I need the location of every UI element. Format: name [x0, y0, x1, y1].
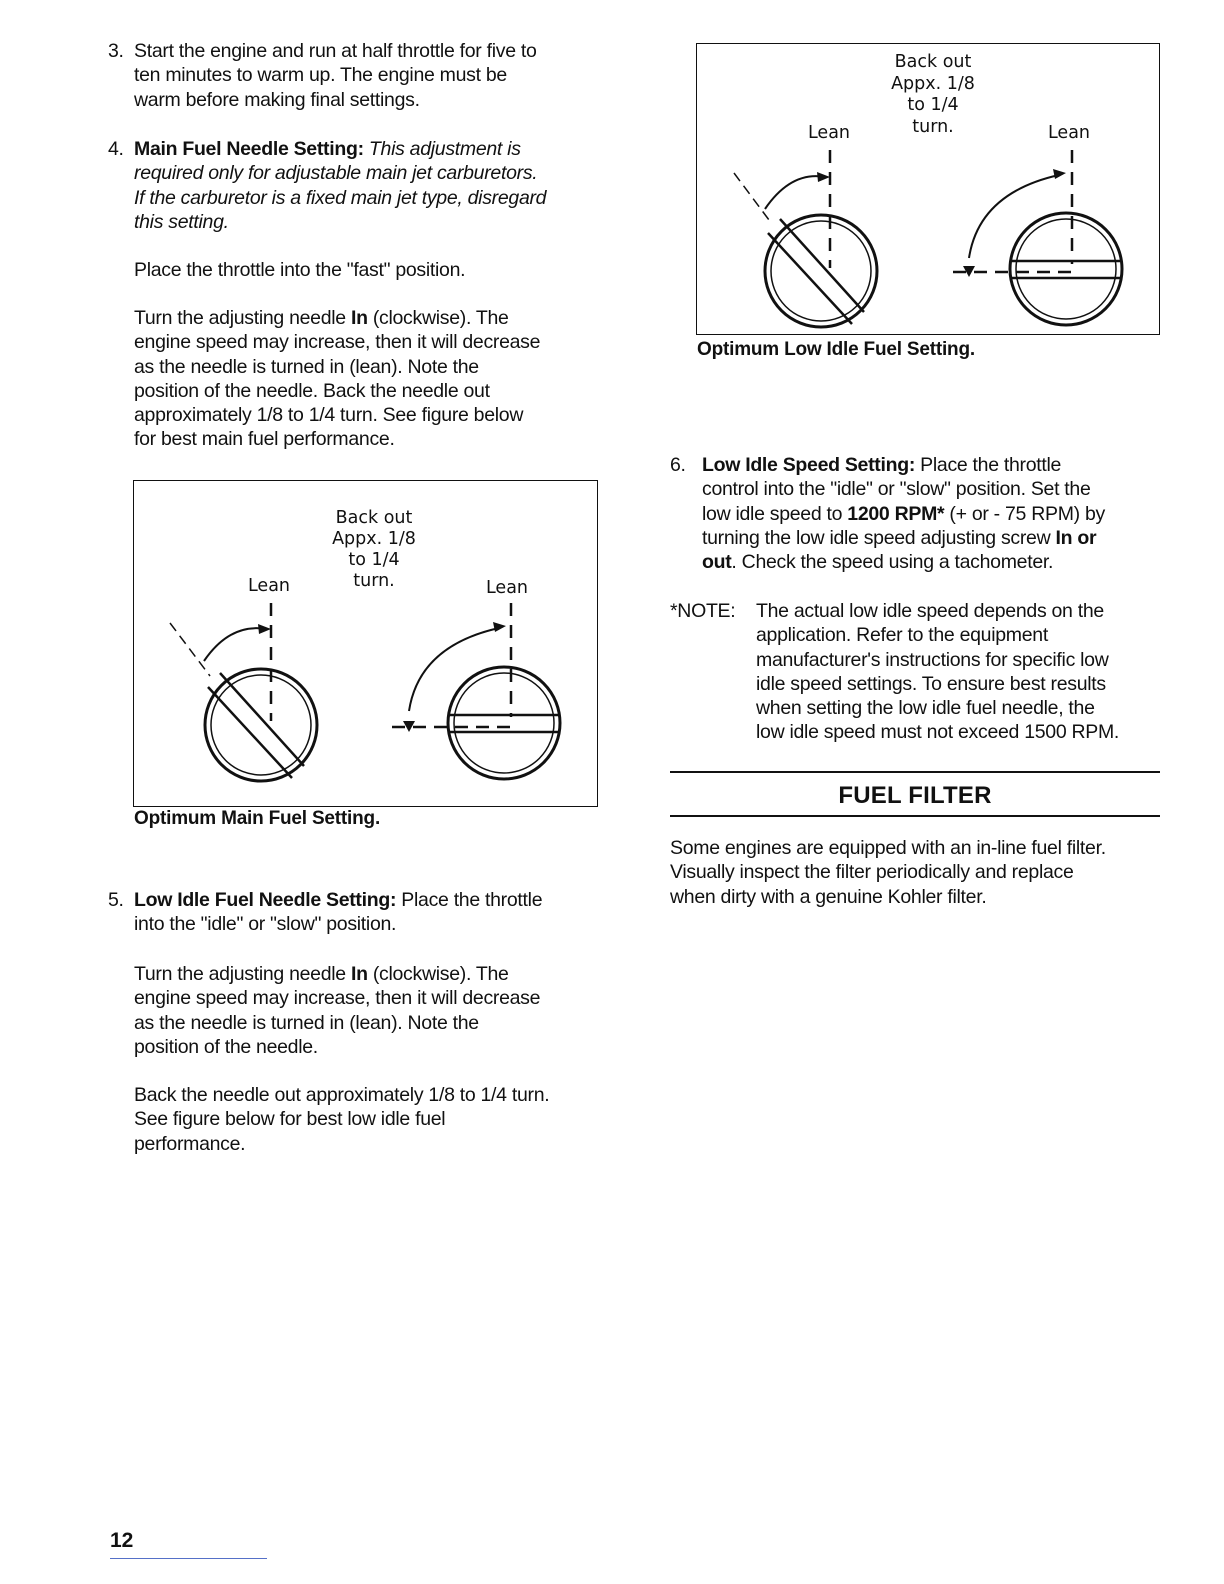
- main-fuel-figure: [133, 480, 598, 807]
- main-fuel-caption: Optimum Main Fuel Setting.: [134, 808, 381, 829]
- text-line: Turn the adjusting needle In (clockwise). The: [134, 963, 509, 985]
- page-number: 12: [110, 1529, 134, 1552]
- text-line: See figure below for best low idle fuel: [134, 1108, 446, 1131]
- text-line: for best main fuel performance.: [134, 428, 395, 451]
- to-label: to 1/4: [907, 95, 959, 115]
- text-line: If the carburetor is a fixed main jet type, disregard: [134, 186, 547, 209]
- step-6: [670, 453, 1170, 574]
- step-6-text: [702, 453, 1105, 574]
- text-line: position of the needle. Back the needle out: [134, 379, 490, 402]
- step-3: [108, 39, 608, 112]
- appx-label: Appx. 1/8: [891, 74, 975, 94]
- text-line: ten minutes to warm up. The engine must be: [134, 64, 507, 87]
- low-idle-caption: Optimum Low Idle Fuel Setting.: [697, 339, 975, 360]
- step-5-text: [134, 888, 542, 937]
- text-line: position of the needle.: [134, 1035, 318, 1058]
- section-title: FUEL FILTER: [838, 782, 992, 809]
- step-number: 3.: [108, 40, 124, 62]
- step-number: 5.: [108, 889, 124, 911]
- text-line: Visually inspect the filter periodically and replace: [670, 861, 1074, 884]
- step-heading: Main Fuel Needle Setting:: [134, 138, 364, 160]
- text-line: The actual low idle speed depends on the: [756, 600, 1104, 622]
- note-label: *NOTE:: [670, 600, 736, 622]
- throttle-fast-text: Place the throttle into the "fast" position.: [134, 259, 466, 281]
- back-out-label: Back out: [894, 52, 972, 72]
- text-line: turning the low idle speed adjusting screw In or: [702, 526, 1097, 549]
- step-5: [108, 888, 608, 937]
- text-line: [134, 137, 546, 161]
- text-line: into the "idle" or "slow" position.: [134, 913, 397, 936]
- footer-rule: [110, 1558, 267, 1559]
- text-line: when setting the low idle fuel needle, the: [756, 697, 1095, 720]
- right-needle-icon: [953, 150, 1122, 325]
- text-line: as the needle is turned in (lean). Note the: [134, 1011, 479, 1034]
- note-block: [670, 599, 1170, 745]
- lean-left-label: Lean: [247, 576, 291, 596]
- section-rule-bottom: [670, 815, 1160, 817]
- needle-diagram: [697, 44, 1158, 333]
- text-line: low idle speed to 1200 RPM* (+ or - 75 RPM) by: [702, 502, 1105, 525]
- text-line: Low Idle Speed Setting: Place the throttle: [702, 454, 1062, 476]
- step-4-text: [134, 137, 546, 234]
- low-idle-figure: [696, 43, 1160, 335]
- lean-right-label: Lean: [485, 578, 529, 598]
- back-out-label: Back out: [335, 508, 413, 528]
- step-3-text: [134, 39, 537, 112]
- turn-label: turn.: [912, 117, 954, 137]
- needle-diagram: [134, 481, 596, 805]
- text-line: Turn the adjusting needle In (clockwise). The: [134, 307, 509, 329]
- text-line: Low Idle Fuel Needle Setting: Place the throttle: [134, 889, 543, 911]
- left-needle-icon: [170, 603, 317, 781]
- appx-label: Appx. 1/8: [332, 529, 416, 549]
- to-label: to 1/4: [348, 550, 400, 570]
- step-number: 6.: [670, 454, 686, 476]
- idle-needle-instructions: [134, 962, 614, 1059]
- text-line: control into the "idle" or "slow" position. Set the: [702, 478, 1091, 501]
- text-line: Some engines are equipped with an in-line fuel filter.: [670, 837, 1106, 859]
- text-line: as the needle is turned in (lean). Note the: [134, 355, 479, 378]
- main-needle-instructions: [134, 306, 614, 452]
- text-line: this setting.: [134, 210, 229, 233]
- text-line: when dirty with a genuine Kohler filter.: [670, 885, 987, 908]
- step-4: [108, 137, 608, 234]
- text-line: engine speed may increase, then it will decrease: [134, 987, 541, 1010]
- text-line: Start the engine and run at half throttle for five to: [134, 40, 537, 62]
- text-line: performance.: [134, 1132, 246, 1155]
- fuel-filter-text: [670, 836, 1170, 909]
- lean-right-label: Lean: [1047, 123, 1091, 143]
- text-line: out. Check the speed using a tachometer.: [702, 551, 1054, 574]
- italic-text: This adjustment is: [368, 138, 521, 160]
- text-line: manufacturer's instructions for specific low: [756, 648, 1109, 671]
- text-line: idle speed settings. To ensure best results: [756, 672, 1106, 695]
- step-number: 4.: [108, 138, 124, 160]
- note-text: [756, 599, 1119, 745]
- text-line: engine speed may increase, then it will decrease: [134, 331, 541, 354]
- right-needle-icon: [392, 603, 560, 779]
- back-out-instructions: [134, 1083, 614, 1156]
- step-heading: Low Idle Speed Setting:: [702, 454, 916, 476]
- text-line: Back the needle out approximately 1/8 to 1/4 turn.: [134, 1084, 550, 1106]
- section-rule-top: [670, 771, 1160, 773]
- lean-left-label: Lean: [807, 123, 851, 143]
- text-line: low idle speed must not exceed 1500 RPM.: [756, 721, 1120, 744]
- left-needle-icon: [734, 150, 877, 327]
- turn-label: turn.: [353, 571, 395, 591]
- text-line: approximately 1/8 to 1/4 turn. See figure below: [134, 404, 524, 427]
- text-line: warm before making final settings.: [134, 88, 420, 111]
- text-line: required only for adjustable main jet carburetors.: [134, 162, 538, 185]
- text-line: application. Refer to the equipment: [756, 624, 1048, 647]
- step-heading: Low Idle Fuel Needle Setting:: [134, 889, 397, 911]
